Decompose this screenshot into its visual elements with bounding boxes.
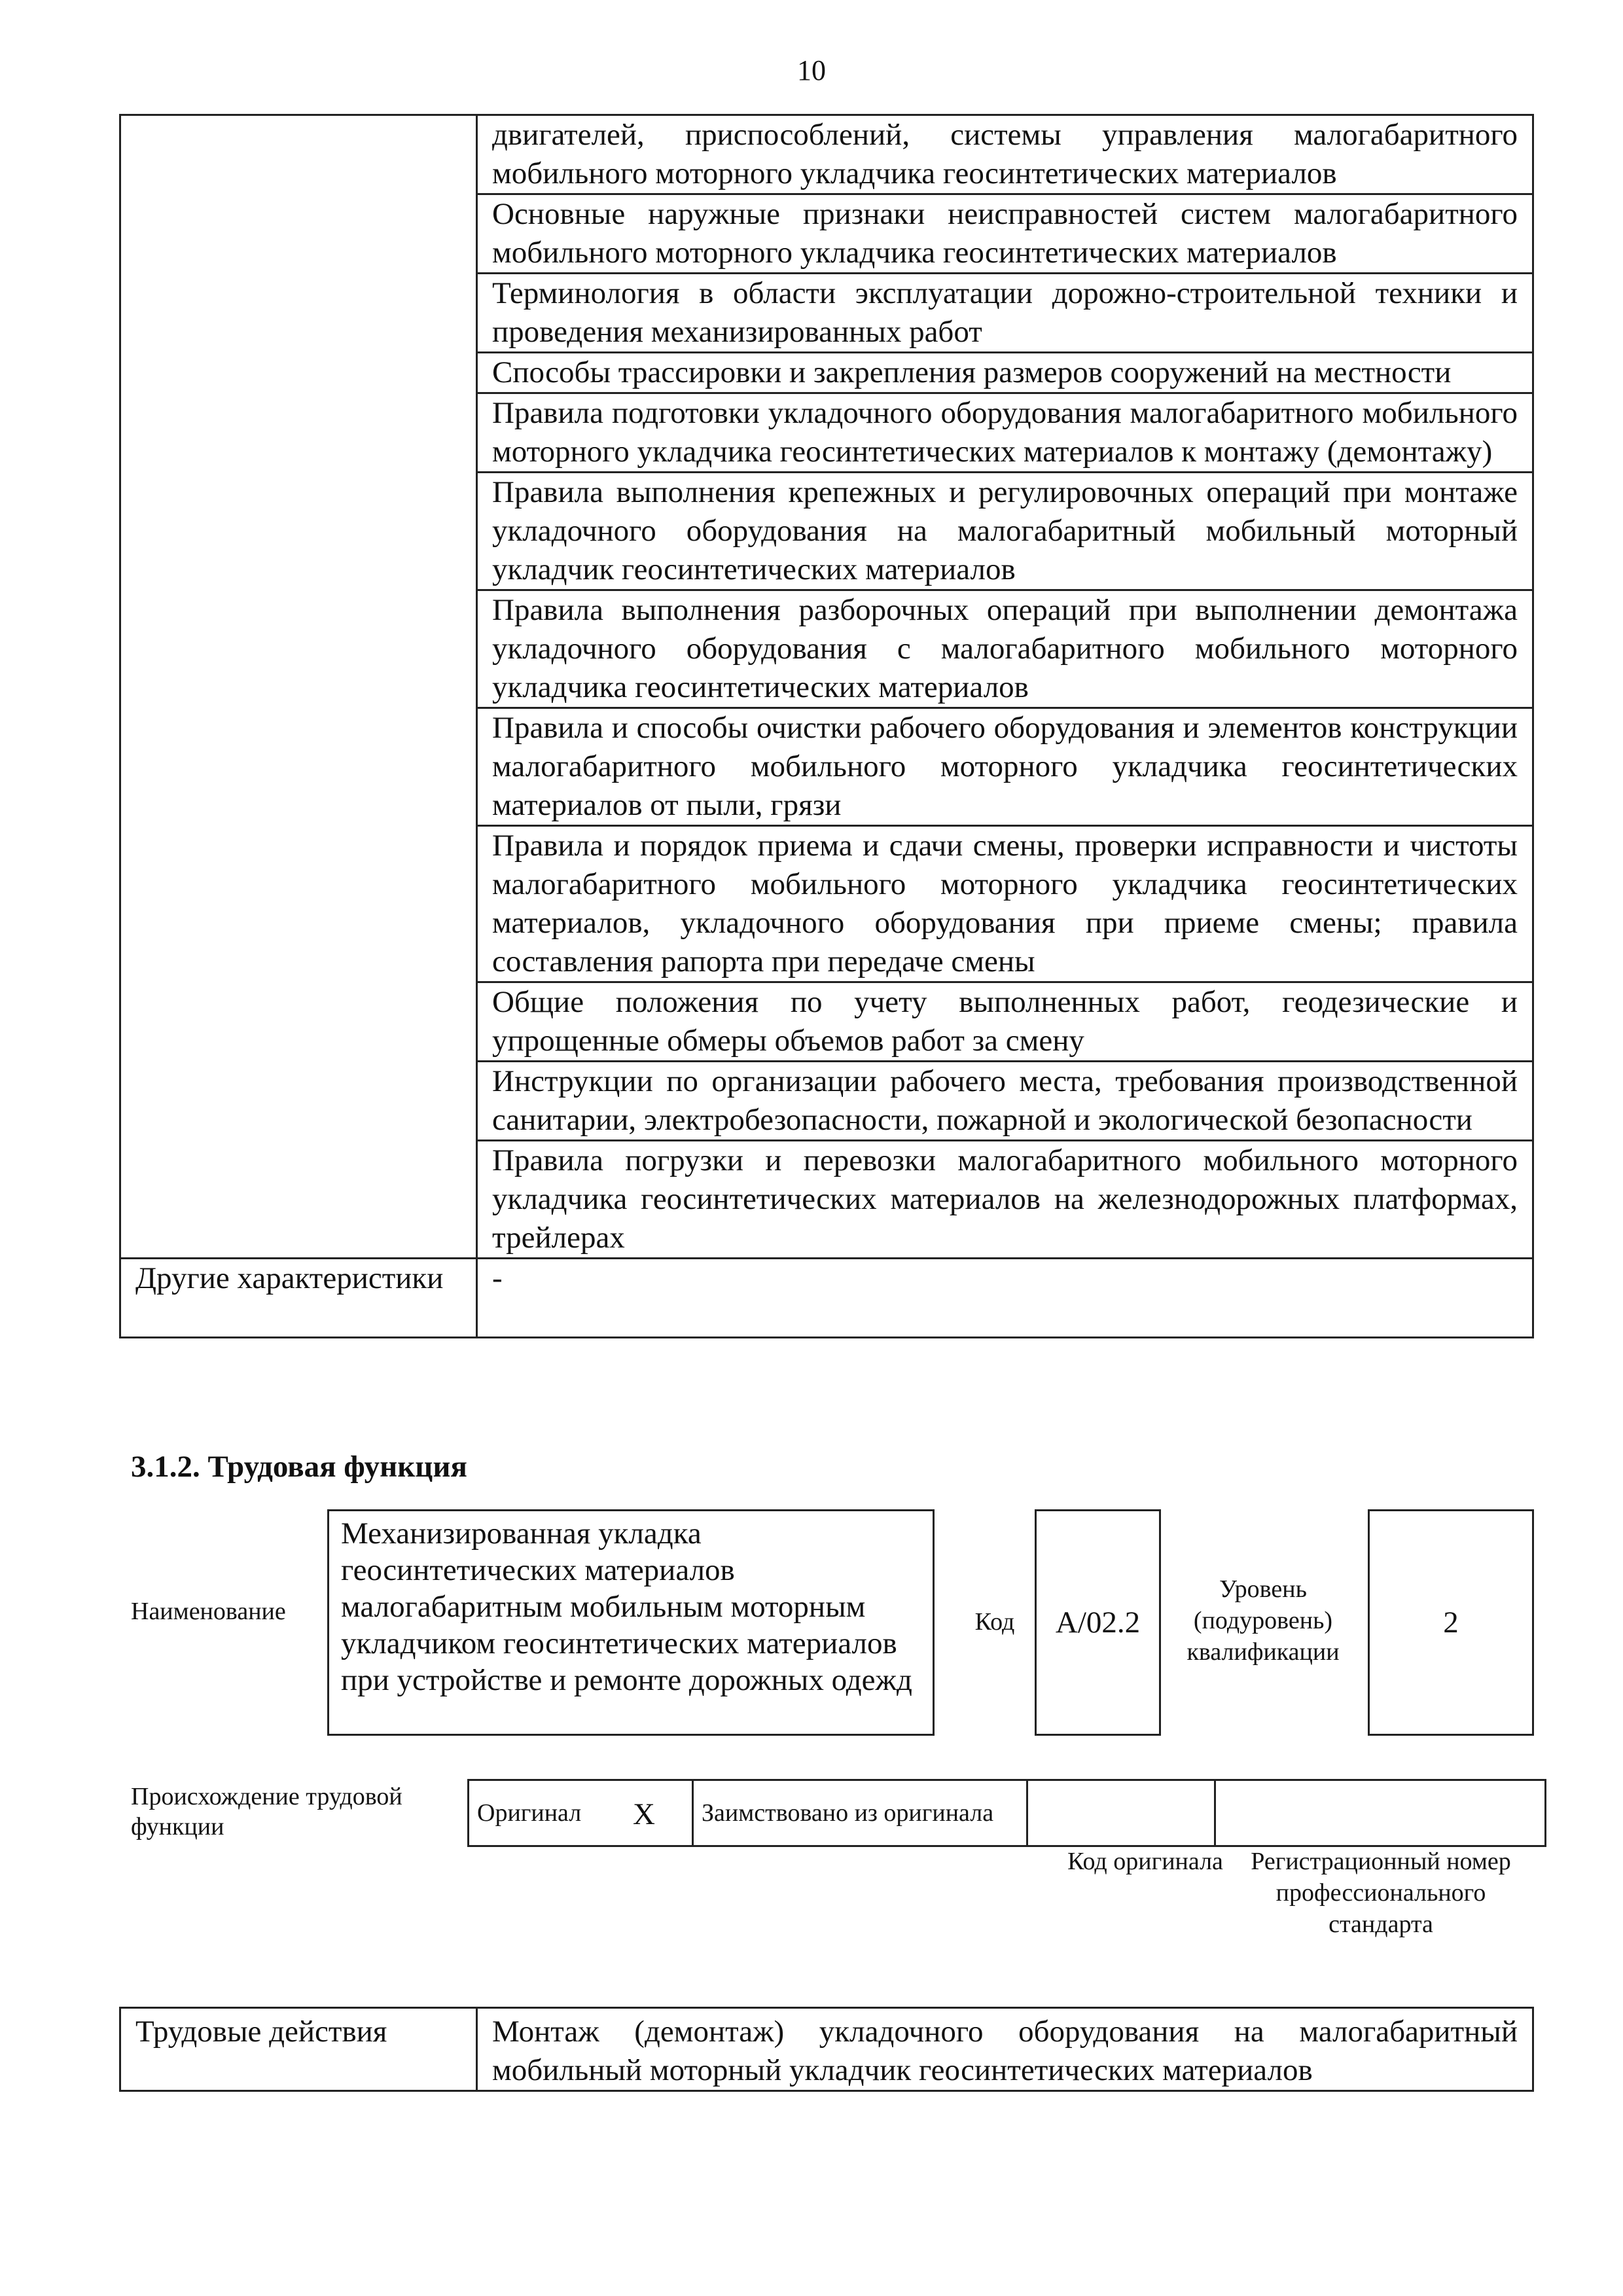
knowledge-cell: Правила и способы очистки рабочего оборудования и элементов конструкции малогабаритного мобильного моторного укладчика геосинтетических материалов от пыли, грязи [477, 708, 1533, 826]
borrowed-cell: Заимствовано из оригинала [693, 1780, 1027, 1846]
knowledge-cell: Правила и порядок приема и сдачи смены, проверки исправности и чистоты малогабаритного мобильного моторного укладчика геосинтетических материалов, укладочного оборудования при приеме смены; правила составления рапорта при передаче смены [477, 826, 1533, 982]
table-row [120, 1259, 1533, 1338]
registration-number-caption: Регистрационный номер профессионального стандарта [1251, 1848, 1511, 1938]
other-characteristics-label: Другие характеристики [120, 1259, 477, 1338]
original-code-caption: Код оригинала [1067, 1848, 1223, 1875]
function-name-box: Механизированная укладка геосинтетических материалов малогабаритным мобильным моторным укладчиком геосинтетических материалов при устройстве и ремонте дорожных одежд [327, 1509, 935, 1736]
table-row [120, 2008, 1533, 2091]
knowledge-cell: Правила погрузки и перевозки малогабаритного мобильного моторного укладчика геосинтетических материалов на железнодорожных платформах, трейлерах [477, 1141, 1533, 1259]
table-row [469, 1780, 1546, 1846]
labor-actions-text: Монтаж (демонтаж) укладочного оборудования на малогабаритный мобильный моторный укладчик геосинтетических материалов [477, 2008, 1533, 2091]
knowledge-cell: Правила выполнения крепежных и регулировочных операций при монтаже укладочного оборудования на малогабаритный мобильный моторный укладчик геосинтетических материалов [477, 473, 1533, 590]
knowledge-cell: Правила выполнения разборочных операций при выполнении демонтажа укладочного оборудования с малогабаритного мобильного моторного укладчика геосинтетических материалов [477, 590, 1533, 708]
original-label: Оригинал [477, 1799, 582, 1827]
labor-actions-label: Трудовые действия [120, 2008, 477, 2091]
row-label-empty [120, 115, 477, 1259]
knowledge-cell: Основные наружные признаки неисправностей систем малогабаритного мобильного моторного укладчика геосинтетических материалов [477, 194, 1533, 274]
knowledge-cell: Инструкции по организации рабочего места, требования производственной санитарии, электробезопасности, пожарной и экологической безопасности [477, 1062, 1533, 1141]
other-characteristics-value: - [477, 1259, 1533, 1338]
knowledge-cell: Способы трассировки и закрепления размеров сооружений на местности [477, 353, 1533, 393]
code-box: A/02.2 [1035, 1509, 1161, 1736]
knowledge-table [119, 114, 1534, 1338]
knowledge-cell: Терминология в области эксплуатации дорожно-строительной техники и проведения механизированных работ [477, 274, 1533, 353]
original-cell [469, 1780, 693, 1846]
level-label: Уровень (подуровень) квалификации [1186, 1575, 1340, 1666]
origin-table [467, 1779, 1546, 1847]
level-box: 2 [1368, 1509, 1534, 1736]
labor-actions-table [119, 2007, 1534, 2092]
code-label: Код [974, 1608, 1015, 1636]
knowledge-cell: Общие положения по учету выполненных работ, геодезические и упрощенные обмеры объемов работ за смену [477, 982, 1533, 1062]
table-row [120, 115, 1533, 194]
origin-label: Происхождение трудовой функции [131, 1783, 402, 1840]
section-title: 3.1.2. Трудовая функция [131, 1450, 467, 1484]
name-label: Наименование [131, 1598, 286, 1625]
page-number: 10 [797, 54, 826, 86]
registration-number-cell [1215, 1780, 1546, 1846]
knowledge-cell: двигателей, приспособлений, системы управления малогабаритного мобильного моторного укладчика геосинтетических материалов [477, 115, 1533, 194]
original-code-cell [1027, 1780, 1215, 1846]
original-mark: X [633, 1797, 655, 1831]
knowledge-cell: Правила подготовки укладочного оборудования малогабаритного мобильного моторного укладчика геосинтетических материалов к монтажу (демонтажу) [477, 393, 1533, 473]
